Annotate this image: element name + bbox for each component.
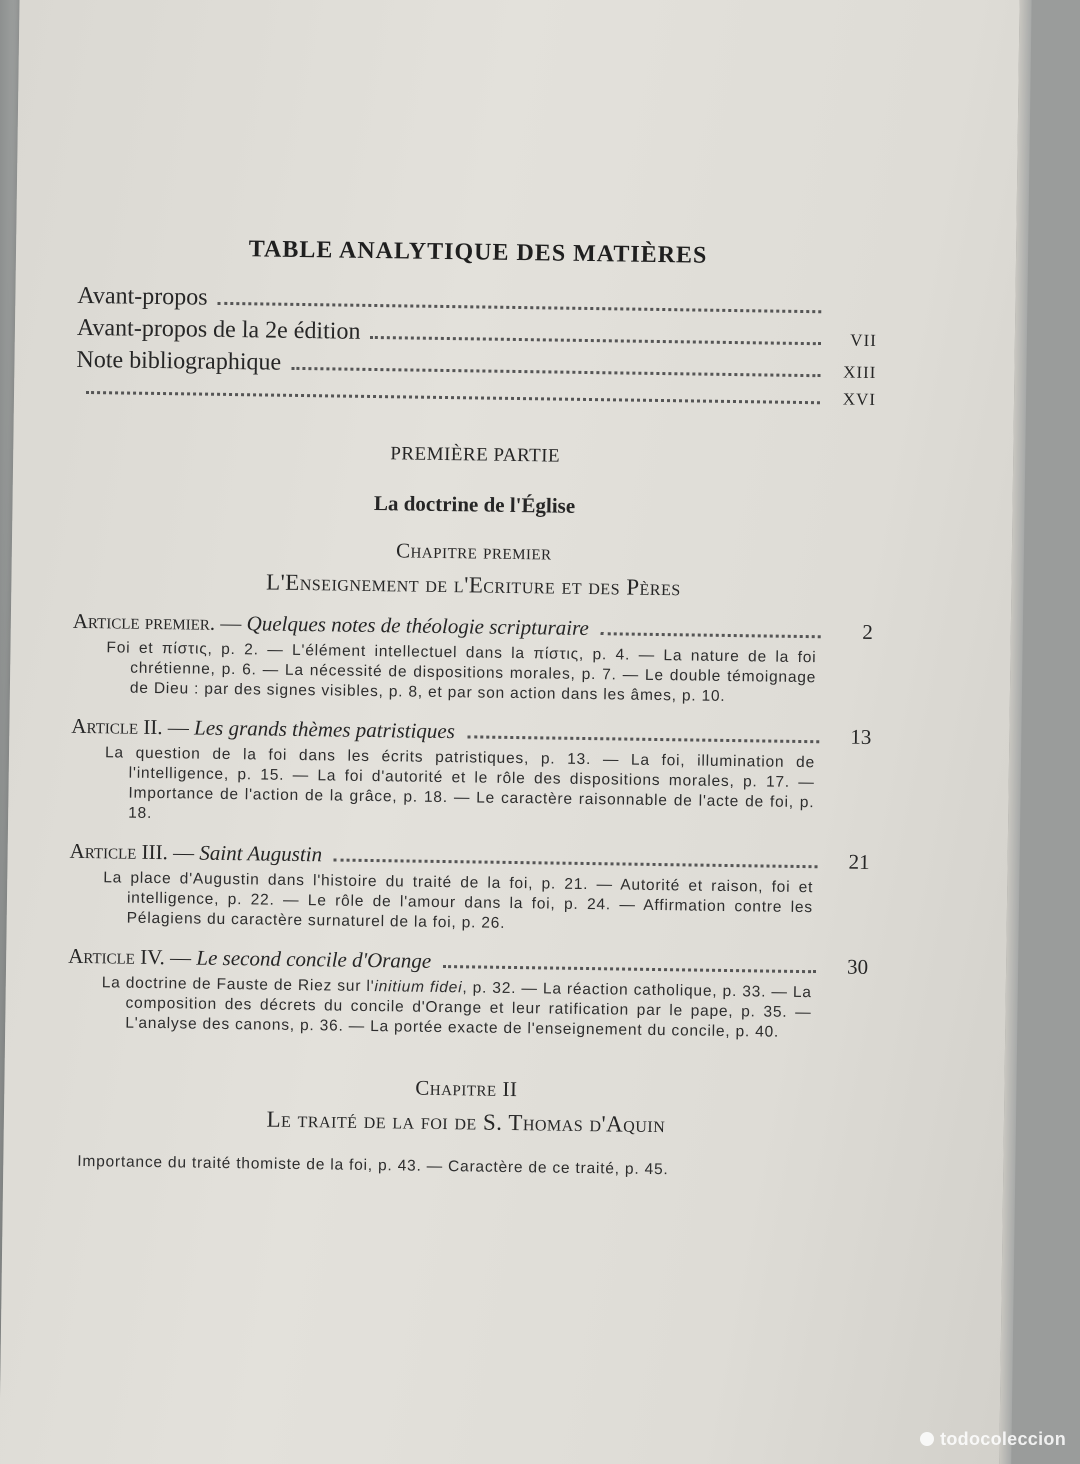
article-prefix: Article premier. — [72, 608, 242, 636]
dot-leader [443, 965, 816, 973]
watermark-logo-icon [920, 1432, 934, 1446]
article-prefix: Article III. — [69, 838, 195, 865]
dot-leader [86, 391, 820, 404]
chapter-title: L'Enseignement de l'Ecriture et des Pères [265, 569, 681, 601]
article-prefix: Article II. — [71, 713, 190, 740]
toc-label: Avant-propos de la 2e édition [76, 314, 361, 345]
article-title: Les grands thèmes patristiques [193, 715, 456, 744]
chapter-heading: Chapitre premier [395, 538, 552, 565]
article-prefix: Article IV. — [68, 943, 192, 970]
part-title: La doctrine de l'Église [373, 491, 576, 518]
article-label [73, 609, 589, 641]
chapter-heading: Chapitre II [415, 1075, 518, 1102]
article-label [68, 944, 431, 974]
part-heading: PREMIÈRE PARTIE [390, 443, 561, 467]
toc-label: Avant-propos [77, 282, 208, 311]
article-title: Saint Augustin [199, 840, 323, 867]
chapter-summary: Importance du traité thomiste de la foi, p. 43. — Caractère de ce traité, p. 45. [77, 1152, 669, 1179]
article-summary: La question de la foi dans les écrits patristiques, p. 13. — La foi, illumination de l'intelligence, p. 15. — La foi d'autorité et le rôle des dispositions morales, p. 17. — Importance de l'action de la grâce, p. 18. — Le caractère raisonnable de l'acte de foi, p. 18. [104, 744, 816, 822]
dot-leader [291, 367, 820, 377]
page-title: TABLE ANALYTIQUE DES MATIÈRES [248, 236, 708, 269]
summary-text: La doctrine de Fauste de Riez sur l' [101, 974, 375, 996]
watermark-text: todocoleccion [940, 1429, 1066, 1449]
article-page: 30 [846, 954, 869, 979]
article-page: 13 [850, 724, 872, 749]
toc-page: XIII [843, 362, 877, 383]
article-page: 21 [848, 849, 870, 874]
toc-page [831, 313, 877, 314]
toc-page: VII [850, 330, 877, 351]
toc-content [65, 234, 878, 1183]
toc-page: XVI [842, 389, 877, 410]
page-edge [998, 0, 1032, 1464]
article-title: Le second concile d'Orange [196, 945, 432, 973]
article-label [71, 714, 455, 744]
dot-leader [334, 858, 818, 868]
article-label [69, 839, 322, 868]
summary-text: , p. 32. — La réaction catholique, p. 33. — La composition des décrets du concile d'Orange et leur ratification par le pape, p. 35. — L'analyse des canons, p. 36. — La portée exacte de l'enseignement du concile, p. 40. [125, 979, 812, 1041]
toc-label: Note bibliographique [76, 346, 282, 376]
article-summary: Foi et πίστις, p. 2. — L'élément intellectuel dans la πίστις, p. 4. — La nature de la foi chrétienne, p. 6. — La nécessité de dispositions morales, p. 7. — Le double témoignage de Dieu : par des signes visibles, p. 8, et par son action dans les âmes, p. 10. [106, 639, 817, 705]
dot-leader [217, 302, 821, 313]
dot-leader [370, 336, 821, 345]
chapter-title: Le traité de la foi de S. Thomas d'Aquin [266, 1106, 666, 1138]
dot-leader [601, 632, 821, 638]
summary-italic: initium fidei [374, 978, 463, 997]
dot-leader [467, 735, 819, 743]
watermark [920, 1429, 1066, 1450]
article-summary [101, 973, 812, 1043]
article-summary: La place d'Augustin dans l'histoire du traité de la foi, p. 21. — Autorité et raison, foi et intelligence, p. 22. — Le rôle de l'amour dans la foi, p. 24. — Affirmation contre les Pélagiens du caractère surnaturel de la foi, p. 26. [103, 869, 814, 932]
article-title: Quelques notes de théologie scripturaire [246, 611, 589, 641]
article-page: 2 [862, 619, 873, 644]
